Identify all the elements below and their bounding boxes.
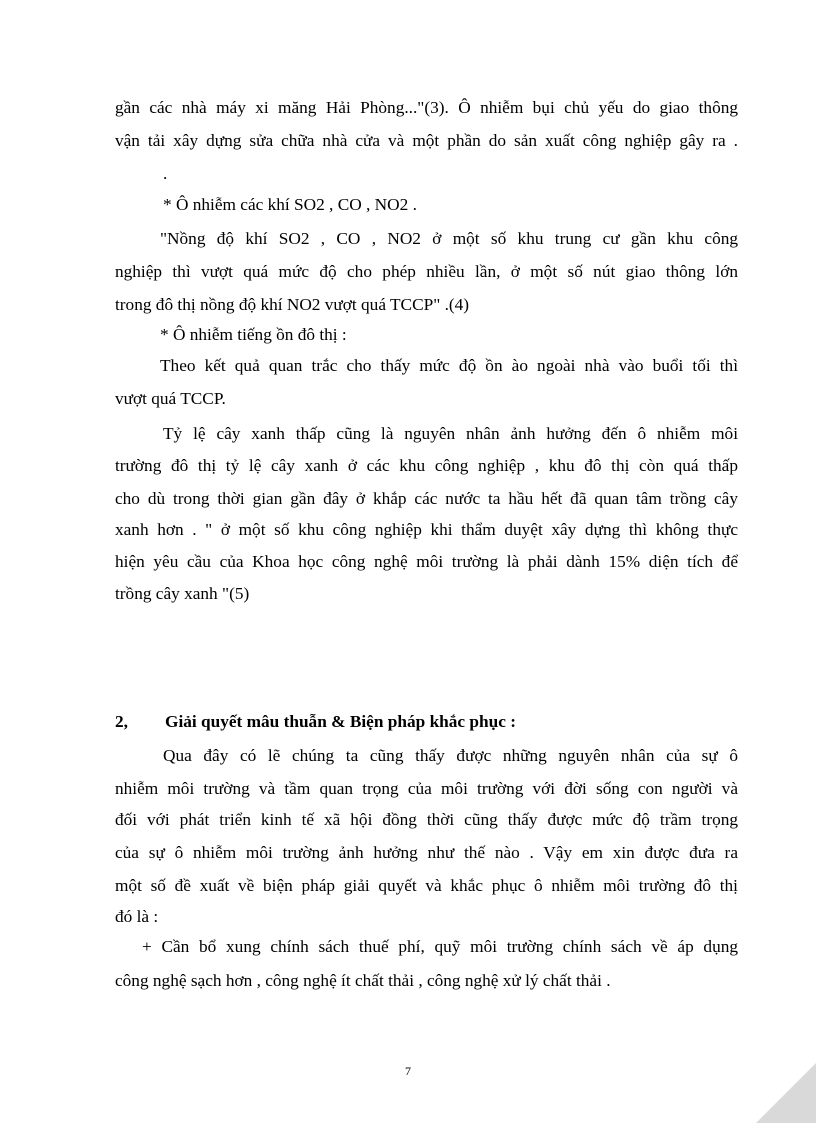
section-number: 2, (115, 712, 128, 731)
paragraph-line: vượt quá TCCP. (115, 389, 226, 408)
paragraph-line: nghiệp thì vượt quá mức độ cho phép nhiều lần, ở một số nút giao thông lớn (115, 262, 738, 281)
paragraph-line: của sự ô nhiễm môi trường ảnh hưởng như thế nào . Vậy em xin được đưa ra (115, 843, 738, 862)
paragraph-line: . (163, 164, 168, 183)
paragraph-line: vận tải xây dựng sửa chữa nhà cửa và một phần do sản xuất công nghiệp gây ra . (115, 131, 738, 150)
paragraph-line: một số đề xuất về biện pháp giải quyết và khắc phục ô nhiễm môi trường đô thị (115, 876, 738, 895)
paragraph-line: nhiễm môi trường và tầm quan trọng của môi trường với đời sống con người và (115, 779, 738, 798)
list-item-line: + Cần bổ xung chính sách thuế phí, quỹ môi trường chính sách về áp dụng (142, 937, 738, 956)
page-corner-mark (756, 1063, 816, 1123)
paragraph-line: gần các nhà máy xi măng Hải Phòng..."(3). Ô nhiễm bụi chủ yếu do giao thông (115, 98, 738, 117)
paragraph-line: trường đô thị tỷ lệ cây xanh ở các khu công nghiệp , khu đô thị còn quá thấp (115, 456, 738, 475)
paragraph-line: cho dù trong thời gian gần đây ở khắp các nước ta hầu hết đã quan tâm trồng cây (115, 489, 738, 508)
paragraph-line: Theo kết quả quan trắc cho thấy mức độ ồn ào ngoài nhà vào buổi tối thì (160, 356, 738, 375)
paragraph-line: hiện yêu cầu của Khoa học công nghệ môi trường là phải dành 15% diện tích để (115, 552, 738, 571)
paragraph-line: "Nồng độ khí SO2 , CO , NO2 ở một số khu trung cư gần khu công (160, 229, 738, 248)
paragraph-line: xanh hơn . " ở một số khu công nghiệp khi thẩm duyệt xây dựng thì không thực (115, 520, 738, 539)
section-title: Giải quyết mâu thuẫn & Biện pháp khắc phục : (165, 712, 517, 731)
list-item-line: công nghệ sạch hơn , công nghệ ít chất thải , công nghệ xử lý chất thải . (115, 971, 611, 990)
corner-shape (756, 1063, 816, 1123)
paragraph-line: trồng cây xanh "(5) (115, 584, 250, 603)
paragraph-line: đối với phát triển kinh tế xã hội đồng thời cũng thấy được mức độ trầm trọng (115, 810, 738, 829)
page-number: 7 (405, 1064, 411, 1078)
paragraph-line: Qua đây có lẽ chúng ta cũng thấy được những nguyên nhân của sự ô (163, 746, 738, 765)
paragraph-line: trong đô thị nồng độ khí NO2 vượt quá TCCP" .(4) (115, 295, 470, 314)
bullet-heading: * Ô nhiễm tiếng ồn đô thị : (160, 325, 347, 344)
bullet-heading: * Ô nhiễm các khí SO2 , CO , NO2 . (163, 195, 417, 214)
paragraph-line: đó là : (115, 907, 159, 926)
paragraph-line: Tỷ lệ cây xanh thấp cũng là nguyên nhân ảnh hưởng đến ô nhiễm môi (163, 424, 738, 443)
